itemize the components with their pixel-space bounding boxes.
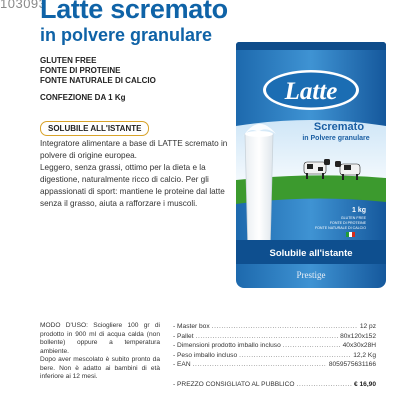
usage-paragraph: MODO D'USO: Sciogliere 100 gr di prodotto in 900 ml di acqua calda (non bollente) oppure a temperatura ambiente. <box>40 322 160 355</box>
usage-paragraph: Dopo aver mescolato è subito pronto da bere. Non è adatto ai bambini di età inferiore ai 12 mesi. <box>40 356 160 380</box>
spec-value: 12,2 Kg <box>353 351 376 359</box>
spec-label: - Peso imballo incluso <box>173 351 238 359</box>
spec-label: - Pallet <box>173 332 194 340</box>
package-illustration <box>236 42 386 288</box>
package-claim: FONTE NATURALE DI CALCIO <box>314 226 366 230</box>
spec-label: - Master box <box>173 323 210 330</box>
spec-row <box>173 351 376 361</box>
spec-value: 8059575631166 <box>328 361 376 368</box>
package-subname: in Polvere granulare <box>302 135 370 142</box>
spec-label: - EAN <box>173 361 191 368</box>
spec-row <box>173 360 376 370</box>
spec-value: 12 pz <box>359 323 376 330</box>
price-label: - PREZZO CONSIGLIATO AL PUBBLICO <box>173 380 295 388</box>
price-value: € 16,90 <box>354 380 376 388</box>
price-row <box>173 380 376 390</box>
package-claim: GLUTEN FREE <box>340 216 366 220</box>
package-weight: 1 kg <box>351 207 366 214</box>
package-maker: Prestige <box>296 270 326 280</box>
claim-calcium: FONTE NATURALE DI CALCIO <box>40 76 156 85</box>
usage-instructions <box>40 322 160 382</box>
product-subtitle: in polvere granulare <box>40 25 213 45</box>
spec-value: 80x120x152 <box>340 332 376 340</box>
package-name: Scremato <box>313 121 365 133</box>
italian-flag-icon <box>346 232 355 237</box>
product-description <box>40 138 228 210</box>
soluble-badge: SOLUBILE ALL'ISTANTE <box>40 121 149 136</box>
product-title: Latte scremato <box>40 0 228 24</box>
spec-value: 40x30x28H <box>342 342 376 349</box>
package-brand: Latte <box>284 78 338 105</box>
package-size: CONFEZIONE DA 1 Kg <box>40 93 126 102</box>
package-claim: FONTE DI PROTEINE <box>329 221 366 225</box>
spec-row <box>173 322 376 332</box>
product-package-image <box>236 42 386 288</box>
spec-list <box>173 322 376 389</box>
spec-row <box>173 332 376 342</box>
package-soluble: Solubile all'istante <box>269 248 353 259</box>
claim-protein: FONTE DI PROTEINE <box>40 66 121 75</box>
spec-label: - Dimensioni prodotto imballo incluso <box>173 342 281 349</box>
description-paragraph: Integratore alimentare a base di LATTE scremato in polvere di origine europea. <box>40 139 228 160</box>
product-code: 103093 <box>0 0 47 11</box>
claim-gluten-free: GLUTEN FREE <box>40 56 97 65</box>
package-seal <box>236 42 386 50</box>
description-paragraph: Leggero, senza grassi, ottimo per la dieta e la digestione, naturalmente ricco di calcio. Per gli appassionati di sport: mantiene le proteine dal latte senza il grasso, aiuta a rafforzare i muscoli. <box>40 163 225 208</box>
spec-row <box>173 341 376 351</box>
